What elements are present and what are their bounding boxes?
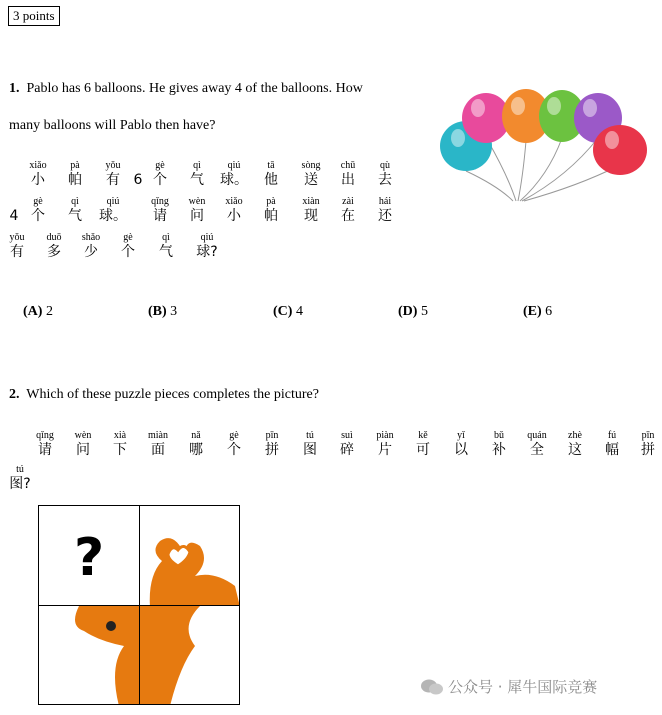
- pinyin-text: qiú: [106, 196, 120, 207]
- pinyin-char: [39, 232, 69, 261]
- hanzi-text: 可: [416, 442, 430, 458]
- pinyin-text: yǐ: [457, 430, 465, 441]
- hanzi-text: 少: [84, 244, 98, 260]
- hanzi-text: 补: [492, 442, 506, 458]
- hanzi-text: 片: [378, 442, 392, 458]
- pinyin-text: zài: [342, 196, 354, 207]
- hanzi-text: 哪: [189, 442, 203, 458]
- option-c[interactable]: (C) 4: [273, 304, 303, 319]
- pinyin-char: [2, 232, 32, 261]
- pinyin-char: [23, 196, 53, 225]
- hanzi-text: 在: [341, 208, 355, 224]
- pinyin-char: [113, 232, 143, 261]
- pinyin-char: [597, 430, 627, 459]
- pinyin-char: [219, 196, 249, 225]
- pinyin-text: xiǎo: [225, 196, 243, 207]
- hanzi-text: 气: [68, 208, 82, 224]
- kangaroo-body-image: [140, 606, 240, 705]
- pinyin-char: [145, 160, 175, 189]
- pinyin-char: [256, 160, 286, 189]
- pinyin-char: [522, 430, 552, 459]
- hanzi-text: 拼: [265, 442, 279, 458]
- pinyin-char: [23, 160, 53, 189]
- hanzi-text: 这: [568, 442, 582, 458]
- pinyin-text: qiú: [200, 232, 214, 243]
- pinyin-char: [295, 430, 325, 459]
- pinyin-text: gè: [123, 232, 133, 243]
- pinyin-char: [332, 430, 362, 459]
- hanzi-text: 问: [190, 208, 204, 224]
- pinyin-text: shǎo: [81, 232, 101, 243]
- pinyin-char: [370, 196, 400, 225]
- hanzi-text: 去: [378, 172, 392, 188]
- pinyin-text: tā: [267, 160, 275, 171]
- kangaroo-ear-image: [140, 506, 240, 606]
- pinyin-char: [296, 160, 326, 189]
- pinyin-text: tú: [16, 464, 24, 475]
- pinyin-char: [257, 430, 287, 459]
- q1-text-line2: many balloons will Pablo then have?: [9, 118, 216, 133]
- points-label: 3 points: [8, 6, 60, 26]
- pinyin-char: [60, 160, 90, 189]
- hanzi-text: 帕: [68, 172, 82, 188]
- pinyin-text: hái: [378, 196, 392, 207]
- pinyin-char: [633, 430, 662, 459]
- hanzi-text: 他: [264, 172, 278, 188]
- hanzi-text: 幅: [605, 442, 619, 458]
- hanzi-text: 送: [304, 172, 318, 188]
- pinyin-text: wèn: [188, 196, 206, 207]
- hanzi-text: 图: [303, 442, 317, 458]
- pinyin-text: qiú: [227, 160, 241, 171]
- pinyin-text: chū: [340, 160, 356, 171]
- hanzi-text: 气: [190, 172, 204, 188]
- hanzi-text: 全: [530, 442, 544, 458]
- pinyin-char: [333, 196, 363, 225]
- hanzi-text: 还: [378, 208, 392, 224]
- hanzi-text: 下: [113, 442, 127, 458]
- puzzle-cell-bottom-right: [139, 605, 240, 705]
- pinyin-text: suì: [341, 430, 353, 441]
- pinyin-text: sòng: [301, 160, 321, 171]
- hanzi-text: 6: [133, 172, 143, 188]
- pinyin-char: [60, 196, 90, 225]
- hanzi-text: 个: [31, 208, 45, 224]
- option-d[interactable]: (D) 5: [398, 304, 428, 319]
- pinyin-text: qì: [193, 160, 201, 171]
- pinyin-char: [5, 464, 35, 493]
- pinyin-char: [370, 430, 400, 459]
- pinyin-char: [219, 160, 249, 189]
- hanzi-text: 碎: [340, 442, 354, 458]
- pinyin-text: yǒu: [9, 232, 25, 243]
- pinyin-text: qì: [71, 196, 79, 207]
- pinyin-text: qǐng: [36, 430, 54, 441]
- pinyin-text: gè: [155, 160, 165, 171]
- pinyin-text: xiàn: [302, 196, 320, 207]
- pinyin-text: pīn: [265, 430, 279, 441]
- hanzi-text: 问: [76, 442, 90, 458]
- pinyin-char: [145, 196, 175, 225]
- option-a[interactable]: (A) 2: [23, 304, 53, 319]
- pinyin-char: [143, 430, 173, 459]
- pinyin-char: [30, 430, 60, 459]
- hanzi-text: 帕: [264, 208, 278, 224]
- hanzi-text: 请: [38, 442, 52, 458]
- wechat-icon: [420, 678, 444, 696]
- pinyin-text: nǎ: [191, 430, 201, 441]
- hanzi-text: 请: [153, 208, 167, 224]
- hanzi-text: 气: [159, 244, 173, 260]
- pinyin-char: [68, 430, 98, 459]
- pinyin-text: xià: [113, 430, 127, 441]
- puzzle-cell-top-right: [139, 505, 240, 606]
- hanzi-text: 多: [47, 244, 61, 260]
- hanzi-text: 面: [151, 442, 165, 458]
- pinyin-char: [446, 430, 476, 459]
- q1-options: [0, 304, 662, 324]
- pinyin-char: [98, 196, 128, 225]
- kangaroo-head-image: [39, 606, 140, 705]
- q2-text-line1: [9, 387, 319, 403]
- pinyin-char: [181, 430, 211, 459]
- hanzi-text: 现: [304, 208, 318, 224]
- pinyin-char: [182, 160, 212, 189]
- pinyin-text: xiǎo: [29, 160, 47, 171]
- hanzi-text: 小: [227, 208, 241, 224]
- hanzi-text: 以: [454, 442, 468, 458]
- hanzi-text: 出: [341, 172, 355, 188]
- puzzle-missing-cell: [38, 505, 140, 606]
- pinyin-char: [151, 232, 181, 261]
- pinyin-text: quán: [527, 430, 547, 441]
- q2-line1: Which of these puzzle pieces completes the picture?: [26, 387, 319, 402]
- q1-number: 1.: [9, 81, 20, 96]
- pinyin-text: yǒu: [105, 160, 121, 171]
- hanzi-text: 4: [9, 208, 19, 224]
- pinyin-char: [484, 430, 514, 459]
- pinyin-char: [182, 196, 212, 225]
- hanzi-text: 小: [31, 172, 45, 188]
- hanzi-text: 球。: [220, 172, 248, 188]
- pinyin-text: gè: [33, 196, 43, 207]
- pinyin-char: [105, 430, 135, 459]
- pinyin-text: qù: [380, 160, 390, 171]
- pinyin-text: duō: [46, 232, 62, 243]
- hanzi-text: 有: [10, 244, 24, 260]
- pinyin-text: pà: [266, 196, 276, 207]
- pinyin-char: [370, 160, 400, 189]
- watermark-text: 公众号 · 犀牛国际竞赛: [448, 678, 598, 696]
- hanzi-text: 图?: [9, 476, 31, 492]
- pinyin-char: [560, 430, 590, 459]
- hanzi-text: 个: [153, 172, 167, 188]
- question-mark: ?: [74, 528, 105, 588]
- hanzi-text: 有: [106, 172, 120, 188]
- balloons-image: [438, 86, 653, 206]
- hanzi-text: 个: [121, 244, 135, 260]
- q1-text-line1: [9, 81, 363, 97]
- pinyin-text: zhè: [568, 430, 582, 441]
- pinyin-text: wèn: [74, 430, 92, 441]
- hanzi-text: 拼: [641, 442, 655, 458]
- pinyin-text: tú: [306, 430, 314, 441]
- pinyin-text: pīn: [641, 430, 655, 441]
- pinyin-text: fú: [607, 430, 617, 441]
- hanzi-text: 个: [227, 442, 241, 458]
- pinyin-text: piàn: [376, 430, 394, 441]
- pinyin-char: [219, 430, 249, 459]
- pinyin-text: miàn: [148, 430, 168, 441]
- q2-number: 2.: [9, 387, 20, 402]
- pinyin-char: [256, 196, 286, 225]
- pinyin-text: pà: [70, 160, 80, 171]
- pinyin-text: gè: [229, 430, 239, 441]
- hanzi-text: 球。: [99, 208, 127, 224]
- pinyin-text: qǐng: [151, 196, 169, 207]
- pinyin-text: qì: [162, 232, 170, 243]
- pinyin-char: [408, 430, 438, 459]
- pinyin-char: [76, 232, 106, 261]
- pinyin-char: [333, 160, 363, 189]
- puzzle-grid: [38, 505, 240, 705]
- pinyin-char: [192, 232, 222, 261]
- pinyin-char: [296, 196, 326, 225]
- hanzi-text: 球?: [196, 244, 218, 260]
- puzzle-cell-bottom-left: [38, 605, 140, 705]
- pinyin-text: kě: [418, 430, 428, 441]
- q1-line1: Pablo has 6 balloons. He gives away 4 of the balloons. How: [26, 81, 363, 96]
- option-b[interactable]: (B) 3: [148, 304, 178, 319]
- pinyin-text: bǔ: [494, 430, 504, 441]
- option-e[interactable]: (E) 6: [523, 304, 553, 319]
